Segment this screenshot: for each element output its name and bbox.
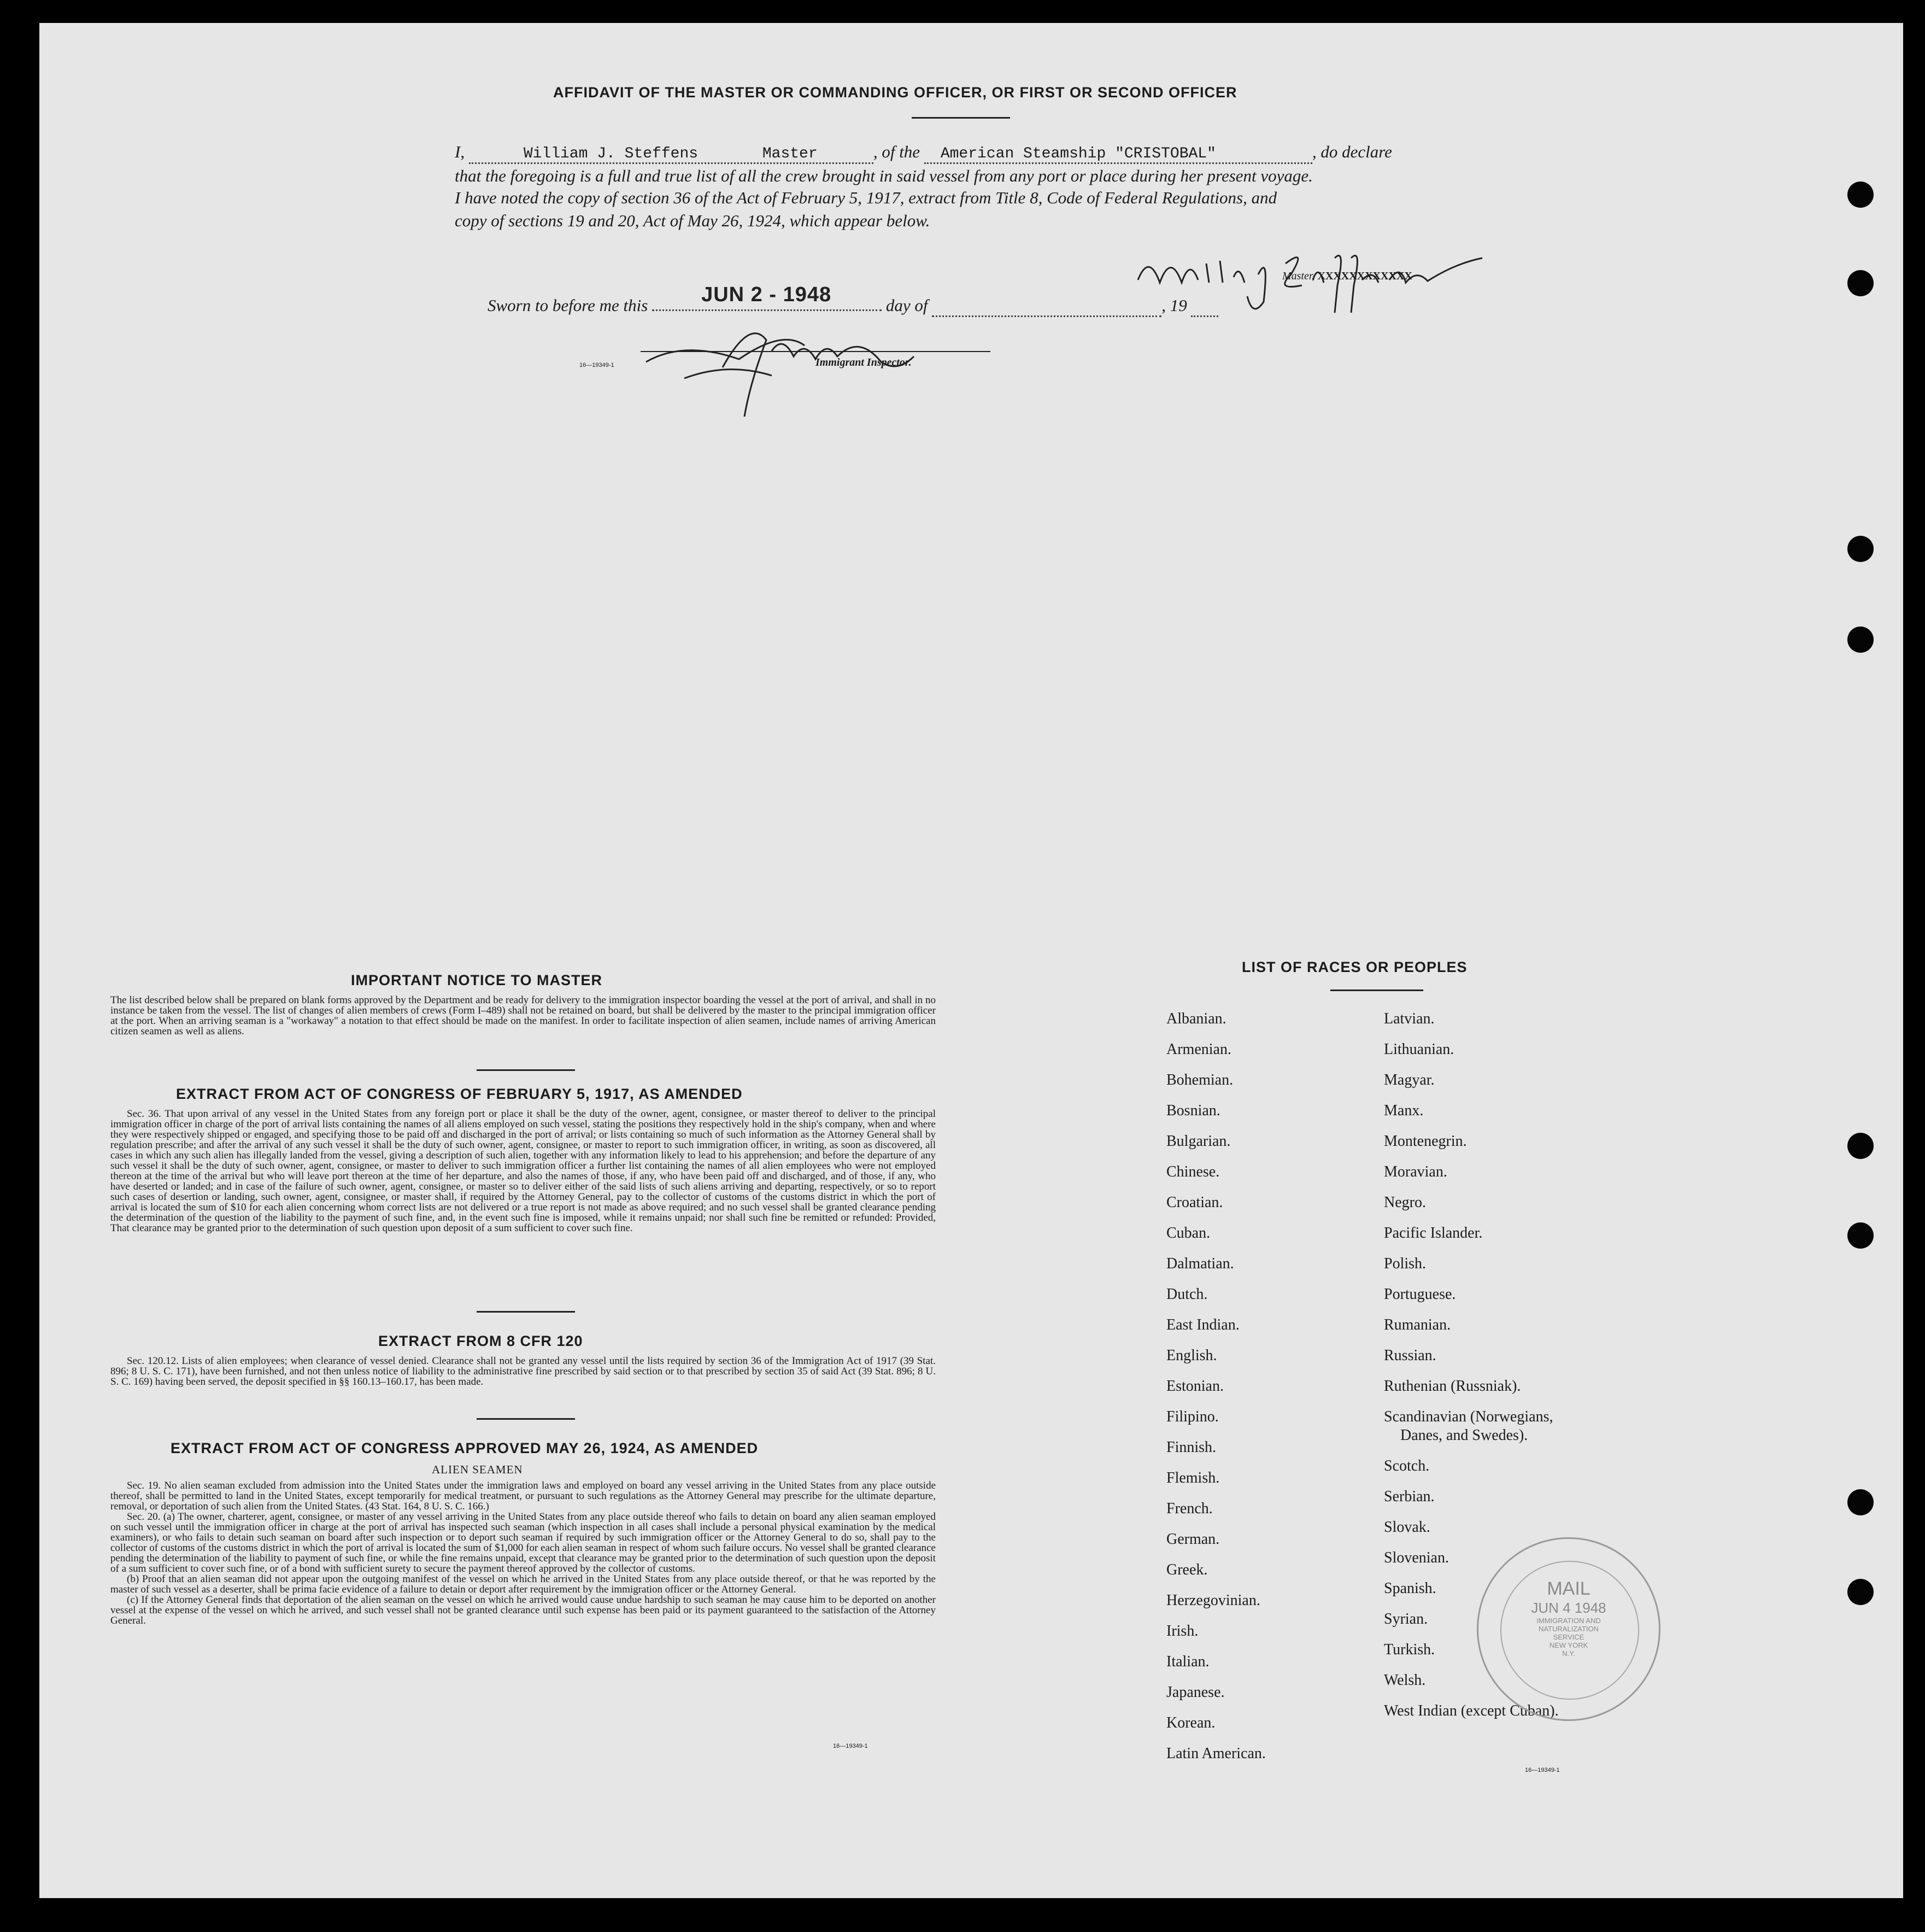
month-field [932,296,1161,317]
race-item: German. [1166,1531,1220,1548]
race-item: Dutch. [1166,1286,1208,1303]
extract-1924-title: EXTRACT FROM ACT OF CONGRESS APPROVED MAY 26, 1924, AS AMENDED [171,1440,759,1456]
affidavit-line1 [455,142,1581,164]
master-title [1282,270,1412,283]
punch-hole [1847,1489,1874,1515]
declarant-name: William J. Steffens [523,145,699,162]
title-divider [912,117,1010,119]
stamp-line2: NATURALIZATION [1538,1625,1599,1633]
race-item: Danes, and Swedes). [1400,1427,1528,1444]
mail-received-stamp [1477,1537,1660,1721]
race-item: Slovenian. [1384,1549,1449,1566]
race-item: Italian. [1166,1653,1210,1670]
race-item: Greek. [1166,1561,1208,1578]
sec20b-paragraph: (b) Proof that an alien seaman did not appear upon the outgoing manifest of the vessel on which he arrived in the United States from any place outside thereof, or that he was reported by the master of such vessel as a deserter, shall be prima facie evidence of a failure to detain or deport after requirement by the immigration officer or the Attorney General. [110,1573,936,1595]
race-item: Albanian. [1166,1010,1226,1027]
race-item: East Indian. [1166,1316,1240,1333]
race-item: English. [1166,1347,1217,1364]
extract-1917-body: Sec. 36. That upon arrival of any vessel in the United States from any foreign port or place it shall be the duty of the owner, agent, consignee, or master thereof to deliver to the principal immigration officer in charge of the port of arrival lists containing the names of all aliens employed on such vessel, stating the positions they respectively hold in the ship's company, when and where they were respectively shipped or engaged, and specifying those to be paid off and discharged in the port of arrival; or lists containing so much of such information as the Attorney General shall by regulation prescribe; and after the arrival of any such vessel it shall be the duty of such owner, agent, consignee, or master to report to such immigration officer, in writing, as soon as discovered, all cases in which any such alien has illegally landed from the vessel, giving a description of such alien, together with any information likely to lead to his apprehension; and before the departure of any such vessel it shall be the duty of such owner, agent, consignee, or master to deliver to such immigration officer a further list containing the names of all alien employees who were not employed thereon at the time of the arrival but who will leave port thereon at the time of her departure, and also the names of those, if any, who have been paid off and discharged, and of those, if any, who have deserted or landed; and in case of the failure of such owner, agent, consignee, or master so to deliver either of the said lists of such aliens arriving and departing, respectively, or so to report such cases of desertion or landing, such owner, agent, consignee, or master shall, if required by the Attorney General, pay to the collector of customs of the customs district in which the port of arrival is located the sum of $10 for each alien concerning whom correct lists are not delivered or a true report is not made as above required; and no such vessel shall be granted clearance pending the determination of the question of the liability to the payment of such fine, and, in the event such fine is imposed, while it remains unpaid; nor shall such fine be remitted or refunded: Provided, That clearance may be granted prior to the determination of such question upon deposit of a sum sufficient to cover such fine. [110,1108,936,1234]
punch-hole [1847,1579,1874,1605]
affidavit-line2: that the foregoing is a full and true list of all the crew brought in said vessel from any port or place during her present voyage. [455,166,1313,185]
notice-body: The list described below shall be prepared on blank forms approved by the Department and be ready for delivery to the immigration inspector boarding the vessel at the port of arrival, and shall in no instance be taken from the vessel. The list of changes of alien members of crews (Form I–489) shall not be retained on board, but shall be delivered by the master to the principal immigration officer at the port. When an arriving seaman is a "workaway" a notation to that effect should be made on the manifest. In order to facilitate inspection of alien seamen, include names of arriving American citizen seamen as well as aliens. [110,994,936,1037]
race-item: Pacific Islander. [1384,1225,1483,1242]
stamp-line1: IMMIGRATION AND [1536,1617,1601,1625]
stamp-line5: N.Y. [1562,1649,1575,1658]
race-item: Bosnian. [1166,1102,1220,1119]
master-title-label: Master, [1282,270,1315,282]
punch-hole [1847,1222,1874,1249]
race-item: Irish. [1166,1623,1199,1640]
race-item: Portuguese. [1384,1286,1456,1303]
races-form-number: 16—19349-1 [1525,1767,1560,1773]
race-item: Montenegrin. [1384,1133,1467,1150]
vessel-field [924,142,1312,164]
races-divider [1330,990,1423,991]
race-item: Slovak. [1384,1519,1430,1536]
race-item: Latvian. [1384,1010,1435,1027]
race-item: Syrian. [1384,1611,1428,1627]
stamp-text [1478,1578,1659,1658]
stamp-line4: NEW YORK [1549,1641,1588,1649]
day-of-label: day of [885,296,928,315]
stamp-line3: SERVICE [1553,1633,1584,1641]
sec20c-paragraph: (c) If the Attorney General finds that deportation of the alien seaman on the vessel on which he arrived would cause undue hardship to such seaman he may cause him to be deported on another vessel at the expense of the vessel on which he arrived, and such vessel shall not be granted clearance until such expense has been paid or its payment guaranteed to the satisfaction of the Attorney General. [110,1594,936,1626]
notice-title: IMPORTANT NOTICE TO MASTER [351,972,602,988]
inspector-signature [641,307,925,433]
race-item: Filipino. [1166,1408,1219,1425]
punch-hole [1847,536,1874,562]
extract-cfr-title: EXTRACT FROM 8 CFR 120 [378,1333,583,1349]
race-item: Polish. [1384,1255,1427,1272]
race-item: Latin American. [1166,1745,1266,1762]
affidavit-line3: I have noted the copy of section 36 of the Act of February 5, 1917, extract from Title 8, Code of Federal Regulations, and [455,188,1277,207]
extract-cfr-body: Sec. 120.12. Lists of alien employees; when clearance of vessel denied. Clearance shall not be granted any vessel until the lists required by section 36 of the Immigration Act of 1917 (39 Stat. 896; 8 U. S. C. 171), have been furnished, and not then unless notice of liability to the administrative fine prescribed by said section or to that prescribed by section 35 of said Act (39 Stat. 896; 8 U. S. C. 169) having been served, the deposit specified in §§ 160.13–160.17, has been made. [110,1355,936,1387]
race-item: Herzegovinian. [1166,1592,1260,1609]
inspector-signature-line [641,351,990,352]
race-item: Bohemian. [1166,1072,1234,1088]
document-page [39,23,1903,1898]
race-item: Croatian. [1166,1194,1223,1211]
struck-title: XXXXXXXXXXXX [1317,270,1412,282]
race-item: Negro. [1384,1194,1426,1211]
race-item: West Indian (except Cuban). [1384,1702,1559,1719]
year-label: , 19 [1161,296,1187,315]
declarant-position: Master [762,145,818,162]
i-label: I, [455,142,465,161]
race-item: Armenian. [1166,1041,1231,1058]
race-item: French. [1166,1500,1213,1517]
of-the-label: , of the [873,142,920,161]
extract-1917-divider [477,1311,575,1313]
race-item: Welsh. [1384,1672,1426,1689]
vessel-name: American Steamship "CRISTOBAL" [940,145,1216,162]
alien-seamen-subtitle: ALIEN SEAMEN [432,1463,523,1476]
race-item: Dalmatian. [1166,1255,1234,1272]
race-item: Scotch. [1384,1457,1430,1474]
races-left-column [1166,1010,1266,1776]
punch-hole [1847,182,1874,208]
extract-cfr-divider [477,1418,575,1420]
affidavit-title: AFFIDAVIT OF THE MASTER OR COMMANDING OFFICER, OR FIRST OR SECOND OFFICER [553,84,1237,101]
punch-hole [1847,270,1874,296]
sec19-paragraph: Sec. 19. No alien seaman excluded from admission into the United States under the immigration laws and employed on board any vessel arriving in the United States from any place outside thereof, shall be permitted to land in the United States, except temporarily for medical treatment, or pursuant to such regulations as the Attorney General may prescribe for the ultimate departure, removal, or deportation of such alien from the United States. (43 Stat. 164, 8 U. S. C. 166.) [110,1480,936,1512]
notice-divider [477,1069,575,1071]
race-item: Turkish. [1384,1641,1435,1658]
race-item: Bulgarian. [1166,1133,1231,1150]
race-item: Finnish. [1166,1439,1217,1456]
race-item: Lithuanian. [1384,1041,1454,1058]
race-item: Flemish. [1166,1470,1220,1486]
sec20a-paragraph: Sec. 20. (a) The owner, charterer, agent, consignee, or master of any vessel arriving in the United States from any place outside thereof who fails to detain on board any alien seaman employed on such vessel until the immigration officer in charge at the port of arrival has inspected such seaman (which inspection in all cases shall include a personal physical examination by the medical examiners), or who fails to detain such seaman on board after such inspection or to deport such seaman if required by such immigration officer or the Attorney General to do so, shall pay to the collector of customs of the customs district in which the port of arrival is located the sum of $1,000 for each alien seaman in respect of whom such failure occurs. No vessel shall be granted clearance pending the determination of the liability to payment of such fine, or while the fine remains unpaid, except that clearance may be granted prior to the determination of such question upon the deposit of a sum sufficient to cover such fine, or of a bond with sufficient surety to secure the payment thereof approved by the collector of customs. [110,1511,936,1574]
race-item: Chinese. [1166,1163,1220,1180]
race-item: Korean. [1166,1714,1216,1731]
race-item: Ruthenian (Russniak). [1384,1378,1521,1395]
race-item: Estonian. [1166,1378,1224,1395]
sworn-label: Sworn to before me this [488,296,648,315]
extract-1924-body [110,1480,936,1626]
stamp-mail-label: MAIL [1547,1578,1591,1599]
inspector-label: Immigrant Inspector. [815,356,912,368]
races-title: LIST OF RACES OR PEOPLES [1242,959,1468,975]
race-item: Russian. [1384,1347,1436,1364]
race-item: Serbian. [1384,1488,1435,1505]
stamp-date: JUN 4 1948 [1531,1600,1606,1616]
declarant-field [469,142,873,164]
affidavit-line4: copy of sections 19 and 20, Act of May 26, 1924, which appear below. [455,211,930,230]
punch-hole [1847,1133,1874,1159]
race-item: Spanish. [1384,1580,1436,1597]
punch-hole [1847,627,1874,653]
extract-form-number: 16—19349-1 [833,1743,868,1749]
race-item: Scandinavian (Norwegians, [1384,1408,1553,1425]
race-item: Manx. [1384,1102,1424,1119]
form-number: 16—19349-1 [579,362,614,368]
year-field [1191,296,1218,317]
extract-1917-title: EXTRACT FROM ACT OF CONGRESS OF FEBRUARY 5, 1917, AS AMENDED [176,1086,743,1102]
race-item: Magyar. [1384,1072,1435,1088]
race-item: Japanese. [1166,1684,1225,1701]
do-declare-label: , do declare [1312,142,1392,161]
sworn-date-stamp: JUN 2 - 1948 [701,283,832,306]
race-item: Cuban. [1166,1225,1211,1242]
race-item: Rumanian. [1384,1316,1451,1333]
race-item: Moravian. [1384,1163,1447,1180]
